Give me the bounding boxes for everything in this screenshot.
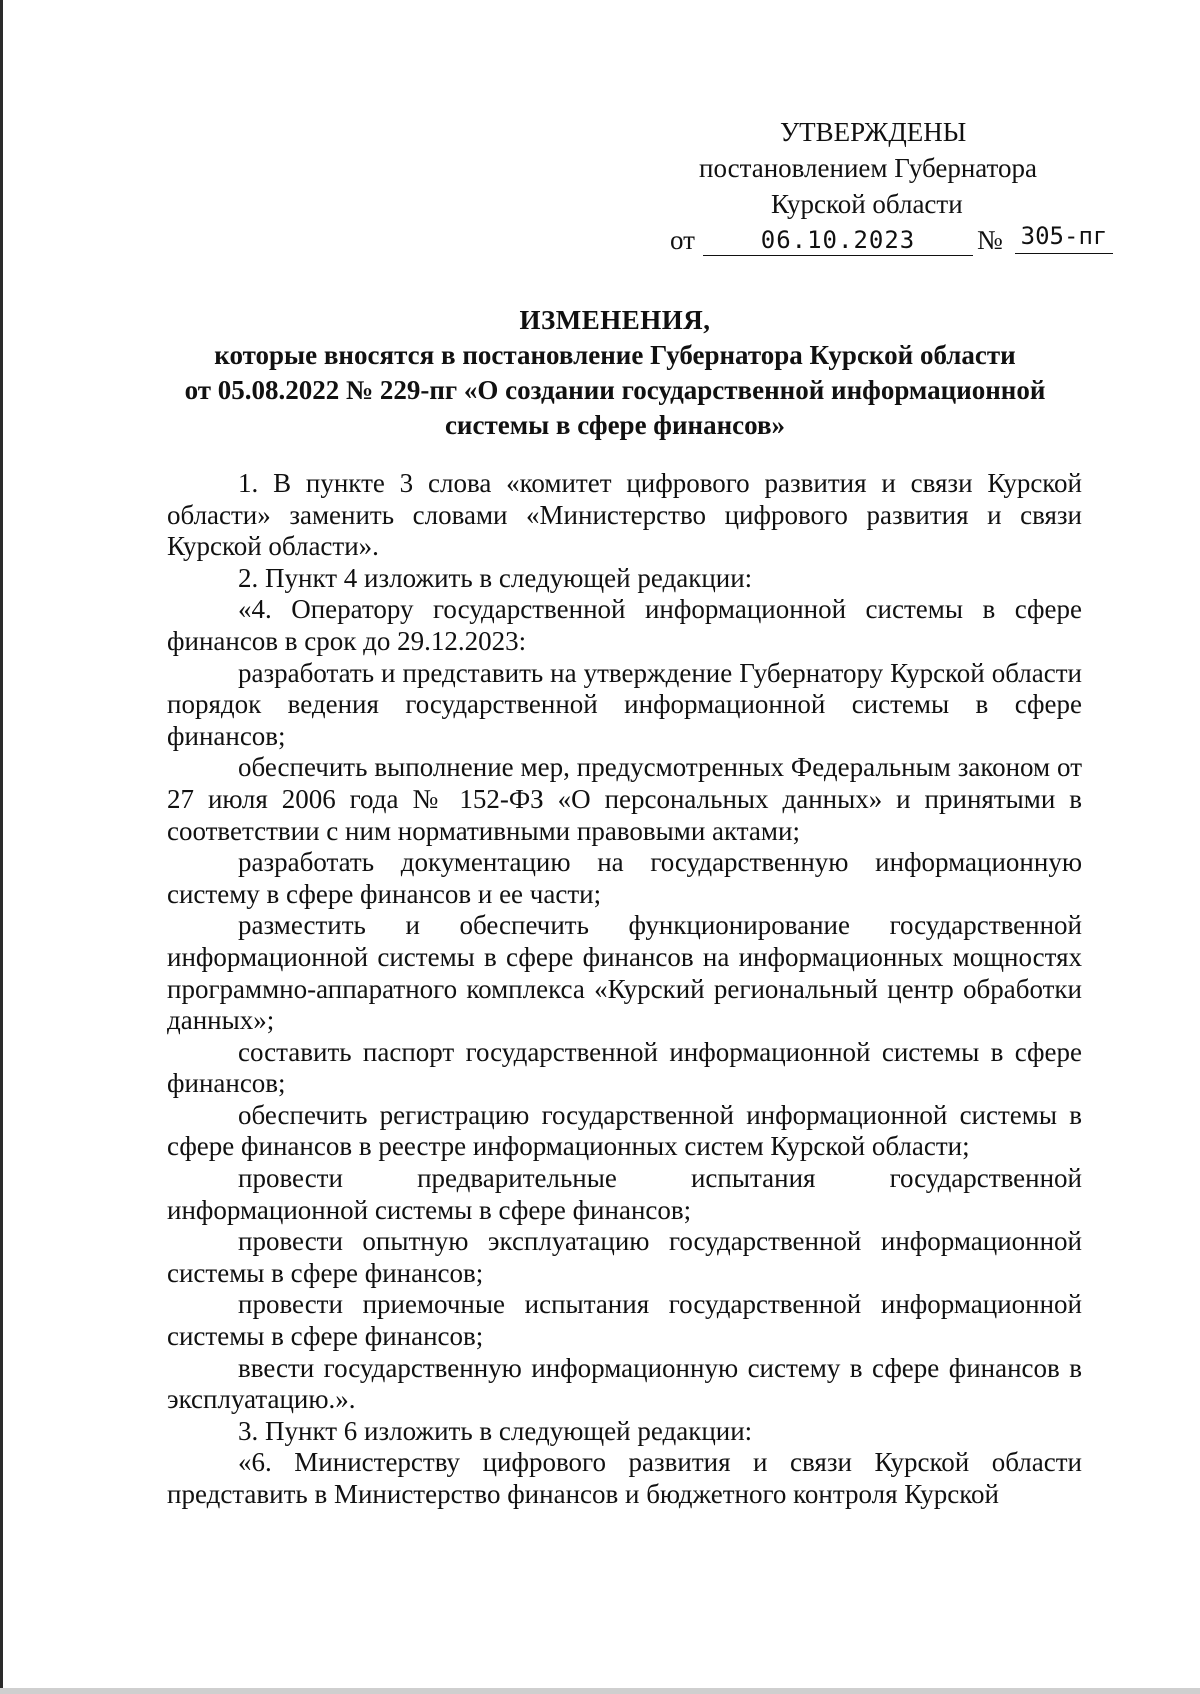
paragraph-6: разработать документацию на государственную информационную систему в сфере финансов и ее части; <box>167 847 1082 909</box>
approval-issuer: постановлением Губернатора <box>699 153 1037 183</box>
heading-line-1: которые вносятся в постановление Губернатора Курской области <box>214 340 1016 370</box>
document-heading <box>150 303 1080 443</box>
heading-line-3: системы в сфере финансов» <box>444 410 786 440</box>
paragraph-14: 3. Пункт 6 изложить в следующей редакции: <box>238 1415 753 1446</box>
approval-block <box>640 114 1108 258</box>
number-prefix: № <box>977 225 1003 255</box>
approval-date-row <box>655 222 1108 258</box>
paragraph-9: обеспечить регистрацию государственной информационной системы в сфере финансов в реестре информационных систем Курской области; <box>167 1099 1082 1162</box>
approval-region: Курской области <box>771 189 963 219</box>
approval-title: УТВЕРЖДЕНЫ <box>780 117 967 147</box>
scan-bottom-edge <box>0 1688 1200 1694</box>
paragraph-12: провести приемочные испытания государственной информационной системы в сфере финансов; <box>167 1289 1082 1352</box>
paragraph-8: составить паспорт государственной информационной системы в сфере финансов; <box>167 1036 1082 1099</box>
approval-number: 305-пг <box>1015 218 1113 254</box>
scan-left-edge <box>0 0 3 1694</box>
heading-line-2: от 05.08.2022 № 229-пг «О создании государственной информационной <box>184 375 1046 405</box>
paragraph-15: «6. Министерству цифрового развития и связи Курской области представить в Министерство финансов и бюджетного контроля Курской <box>167 1447 1082 1509</box>
paragraph-10: провести предварительные испытания государственной информационной системы в сфере финансов; <box>167 1163 1082 1225</box>
heading-title: ИЗМЕНЕНИЯ, <box>519 305 711 335</box>
paragraph-7: разместить и обеспечить функционирование государственной информационной системы в сфере финансов на информационных мощностях программно-аппаратного комплекса «Курский региональный центр обработки данных»; <box>167 910 1082 1036</box>
paragraph-11: провести опытную эксплуатацию государственной информационной системы в сфере финансов; <box>167 1226 1082 1288</box>
approval-date: 06.10.2023 <box>703 222 973 256</box>
paragraph-13: ввести государственную информационную систему в сфере финансов в эксплуатацию.». <box>167 1352 1082 1415</box>
document-body <box>167 468 1082 1511</box>
paragraph-4: разработать и представить на утверждение Губернатору Курской области порядок ведения государственной информационной системы в сфере финансов; <box>167 657 1082 751</box>
date-prefix: от <box>670 225 695 255</box>
paragraph-3: «4. Оператору государственной информационной системы в сфере финансов в срок до 29.12.2023: <box>167 594 1082 656</box>
paragraph-5: обеспечить выполнение мер, предусмотренных Федеральным законом от 27 июля 2006 года № 152-ФЗ «О персональных данных» и принятыми в соответствии с ним нормативными правовыми актами; <box>167 752 1082 846</box>
paragraph-1: 1. В пункте 3 слова «комитет цифрового развития и связи Курской области» заменить словами «Министерство цифрового развития и связи Курской области». <box>167 468 1082 562</box>
paragraph-2: 2. Пункт 4 изложить в следующей редакции: <box>238 562 753 593</box>
